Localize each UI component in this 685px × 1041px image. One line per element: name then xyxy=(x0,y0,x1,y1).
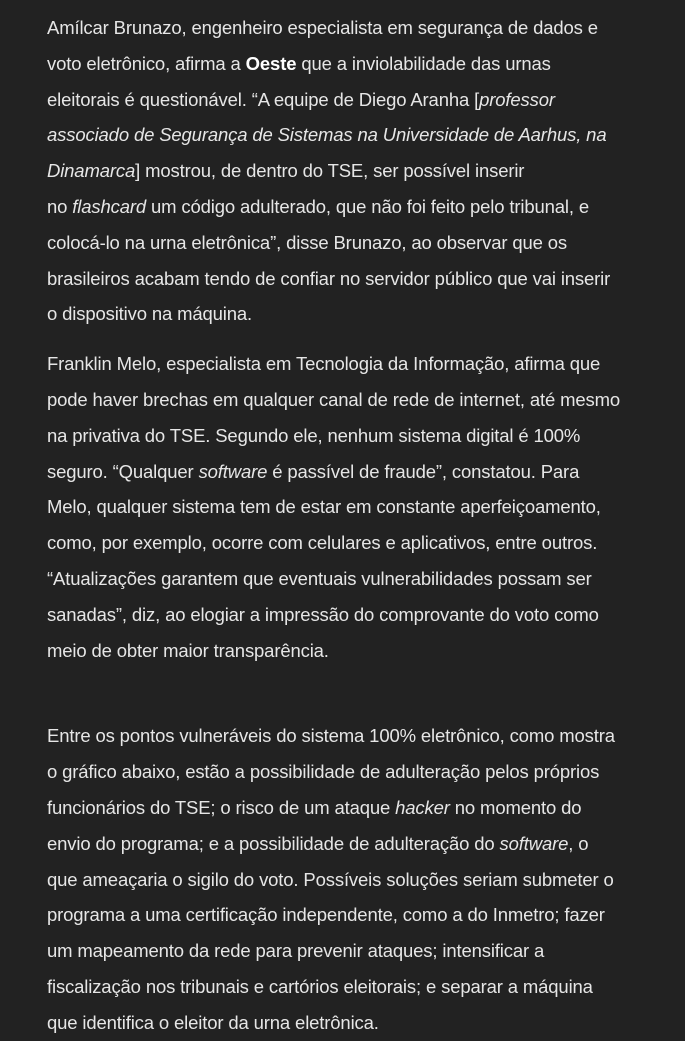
text-line: colocá-lo na urna eletrônica”, disse Brunazo, ao observar que os xyxy=(47,231,568,253)
publication-name: Oeste xyxy=(245,52,297,74)
text-line: “Atualizações garantem que eventuais vulnerabilidades possam ser xyxy=(47,567,592,589)
text-segment: um código adulterado, que não foi feito pelo tribunal, e xyxy=(146,195,589,217)
text-line xyxy=(47,153,675,189)
italic-segment: hacker xyxy=(395,796,450,818)
text-line: que ameaçaria o sigilo do voto. Possíveis soluções seriam submeter o xyxy=(47,868,614,890)
text-line xyxy=(47,454,675,490)
italic-segment: associado de Segurança de Sistemas na Universidade de Aarhus, na xyxy=(47,124,607,146)
text-segment: ] mostrou, de dentro do TSE, ser possível inserir xyxy=(135,160,525,182)
paragraph-brunazo xyxy=(47,10,675,332)
text-segment: seguro. “Qualquer xyxy=(47,460,199,482)
text-line: Entre os pontos vulneráveis do sistema 100% eletrônico, como mostra xyxy=(47,725,615,747)
text-line: como, por exemplo, ocorre com celulares e aplicativos, entre outros. xyxy=(47,532,598,554)
text-line: um mapeamento da rede para prevenir ataques; intensificar a xyxy=(47,940,545,962)
italic-segment: flashcard xyxy=(72,195,146,217)
text-line: Amílcar Brunazo, engenheiro especialista em segurança de dados e xyxy=(47,17,598,38)
text-segment: funcionários do TSE; o risco de um ataque xyxy=(47,796,396,818)
text-line xyxy=(47,790,675,826)
text-line: Melo, qualquer sistema tem de estar em constante aperfeiçoamento, xyxy=(47,496,601,518)
text-line: fiscalização nos tribunais e cartórios eleitorais; e separar a máquina xyxy=(47,975,593,997)
text-line: meio de obter maior transparência. xyxy=(47,639,329,661)
text-segment: que a inviolabilidade das urnas xyxy=(296,52,551,74)
text-line: o gráfico abaixo, estão a possibilidade de adulteração pelos próprios xyxy=(47,761,600,783)
text-line xyxy=(47,117,675,153)
text-line xyxy=(47,46,675,82)
italic-segment: professor xyxy=(479,88,555,110)
text-segment: eleitorais é questionável. “A equipe de Diego Aranha [ xyxy=(47,88,480,110)
text-line: que identifica o eleitor da urna eletrônica. xyxy=(47,1011,379,1033)
text-segment: é passível de fraude”, constatou. Para xyxy=(267,460,580,482)
text-line: programa a uma certificação independente, como a do Inmetro; fazer xyxy=(47,904,605,926)
text-segment: no xyxy=(47,195,73,217)
text-line: na privativa do TSE. Segundo ele, nenhum sistema digital é 100% xyxy=(47,424,581,446)
text-segment: , o xyxy=(568,832,589,854)
text-segment: envio do programa; e a possibilidade de adulteração do xyxy=(47,832,500,854)
text-line xyxy=(47,826,675,862)
text-line: sanadas”, diz, ao elogiar a impressão do comprovante do voto como xyxy=(47,603,599,625)
text-line: pode haver brechas em qualquer canal de rede de internet, até mesmo xyxy=(47,388,621,410)
text-line: brasileiros acabam tendo de confiar no servidor público que vai inserir xyxy=(47,267,611,289)
italic-segment: software xyxy=(499,832,569,854)
italic-segment: Dinamarca xyxy=(47,160,136,182)
text-line xyxy=(47,189,675,225)
text-segment: voto eletrônico, afirma a xyxy=(47,52,246,74)
italic-segment: software xyxy=(198,460,268,482)
text-segment: no momento do xyxy=(449,796,582,818)
paragraph-melo xyxy=(47,346,675,668)
paragraph-vulnerabilities xyxy=(47,718,675,1040)
text-line: o dispositivo na máquina. xyxy=(47,303,253,325)
text-line xyxy=(47,82,675,118)
text-line: Franklin Melo, especialista em Tecnologia da Informação, afirma que xyxy=(47,353,601,375)
article-body xyxy=(47,10,675,1041)
